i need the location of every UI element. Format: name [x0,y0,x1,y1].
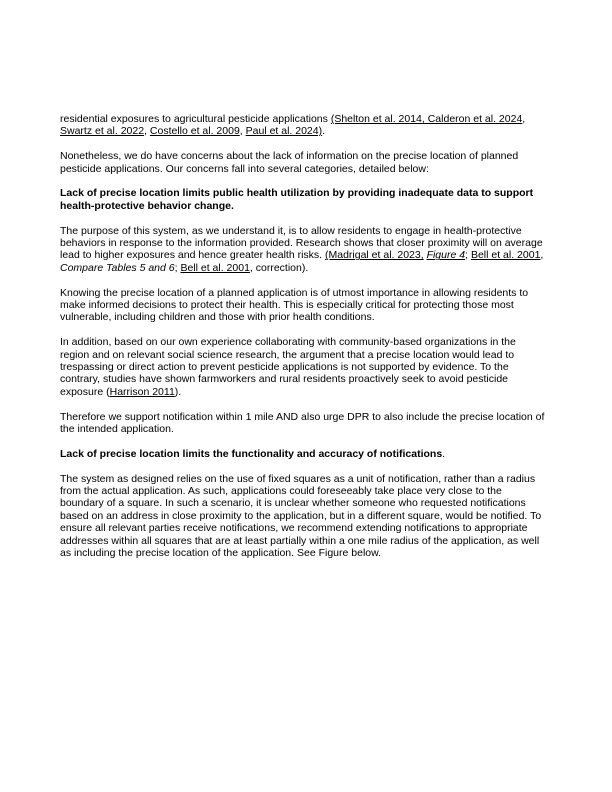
separator: , [522,113,526,125]
document-body [60,113,546,572]
citation-link-madrigal[interactable]: (Madrigal et al. 2023, [325,249,424,262]
heading-bold-text: Lack of precise location limits the functionality and accuracy of notifications [60,447,443,460]
separator: ; [465,249,471,262]
citation-link-paul[interactable]: Paul et al. 2024) [245,125,323,138]
citation-link-costello[interactable]: Costello et al. 2009 [149,125,240,138]
paragraph-text: residential exposures to agricultural pesticide applications [60,113,331,125]
paragraph-residential-exposures [60,113,546,138]
section-heading-functionality [60,448,546,460]
paragraph-precise-location-importance: Knowing the precise location of a planned application is of utmost importance in allowing residents to make informed decisions to protect their health. This is especially critical for protecting those most vulnerable, including children and those with prior health conditions. [60,286,529,324]
paragraph-fixed-squares: The system as designed relies on the use of fixed squares as a unit of notification, rather than a radius from the actual application. As such, applications could foreseeably take place very close to the boundary of a square. In such a scenario, it is unclear whether someone who requested notifications based on an address in close proximity to the application, but in a different square, would be notified. To ensure all relevant parties receive notifications, we recommend extending notifications to appropriate addresses within all squares that are at least partially within a one mile radius of the application, as well as including the precise location of the application. See Figure below. [60,472,542,560]
italic-text-compare-tables: Compare Tables 5 and 6 [60,261,175,274]
citation-link-shelton-calderon[interactable]: (Shelton et al. 2014, Calderon et al. 2024 [330,113,523,125]
section-heading-public-health: Lack of precise location limits public health utilization by providing inadequate data to support health-protective behavior change. [60,187,534,212]
paragraph-text: The purpose of this system, as we understand it, is to allow residents to engage in health-protective behaviors in response to the information provided. Research shows that closer proximity will on average lead to higher exposures and hence greater health risks. [60,224,543,262]
paragraph-purpose [60,225,546,275]
paragraph-community-experience [60,336,546,398]
paragraph-text: . [322,125,326,138]
separator: , [144,125,150,138]
heading-end-punctuation: . [442,447,446,460]
citation-link-bell-2001-correction[interactable]: Bell et al. 2001 [180,261,250,274]
paragraph-text: ). [174,385,182,398]
citation-link-figure-4[interactable]: Figure 4 [426,249,466,262]
separator: ; [174,261,181,274]
separator: , [540,249,544,262]
citation-link-swartz[interactable]: Swartz et al. 2022 [60,125,145,138]
paragraph-text: In addition, based on our own experience collaborating with community-based organizations in the region and on relevant social science research, the argument that a precise location would lead to trespassing or direct action to prevent pesticide applications is not supported by evidence. To the contrary, studies have shown farmworkers and rural residents proactively seek to avoid pesticide exposure ( [60,336,516,398]
paragraph-text: , correction). [249,261,309,274]
paragraph-concerns-intro: Nonetheless, we do have concerns about the lack of information on the precise location of planned pesticide applications. Our concerns fall into several categories, detailed below: [60,150,519,175]
paragraph-support-notification: Therefore we support notification within 1 mile AND also urge DPR to also include the precise location of the intended application. [60,410,545,436]
separator: , [239,125,246,138]
citation-link-harrison[interactable]: Harrison 2011 [109,385,175,398]
citation-link-bell-2001[interactable]: Bell et al. 2001 [470,249,541,262]
